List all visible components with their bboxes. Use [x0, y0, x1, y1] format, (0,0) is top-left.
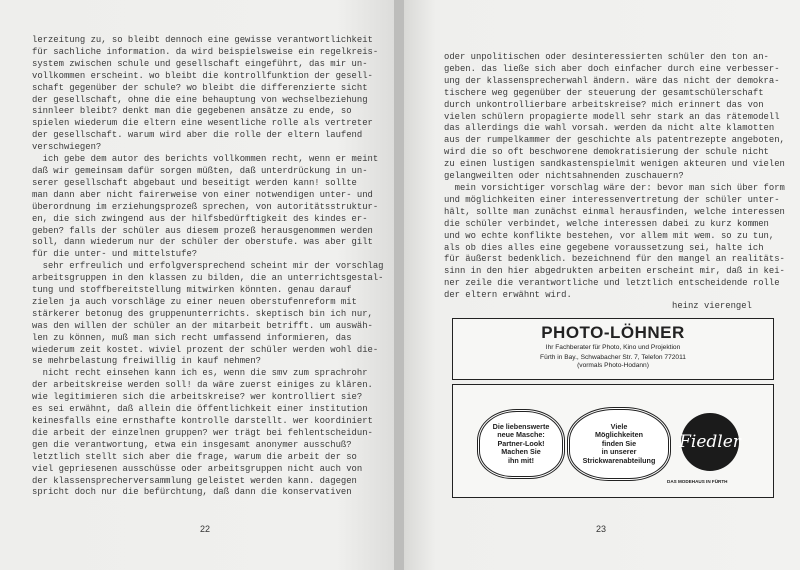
text-line: für die unter- und mittelstufe?	[32, 249, 198, 260]
page-number: 22	[200, 524, 211, 534]
text-line: es sei erwähnt, daß allein die öffentlichkeit einer institution	[32, 404, 368, 415]
text-line: was den willen der schüler an der mitarbeit betrifft. um auswäh-	[32, 320, 373, 331]
text-line: und wo echte konflikte bestehen, vor allem mit wem. so zu tun,	[444, 230, 775, 241]
text-line: vielen schülern propagierte modell sehr stark an das rätemodell	[444, 111, 780, 122]
text-line: se mehrbelastung freiwillig in kauf nehmen?	[32, 356, 262, 367]
text-line: als ob dies alles eine gegebene voraussetzung sei, halte ich	[444, 242, 764, 253]
text-line: ihn mit!	[508, 455, 534, 465]
text-line: in unserer	[601, 447, 637, 457]
text-line: mein vorsichtiger vorschlag wäre der: bevor man sich über form	[444, 182, 785, 193]
text-line: Möglichkeiten	[595, 430, 643, 440]
text-line: Machen Sie	[501, 447, 541, 457]
text-line: wird die so oft beschworene demokratisierung der schule nicht	[444, 147, 769, 158]
ad-title: PHOTO-LÖHNER	[541, 323, 685, 342]
text-line: der klassensprecherversammlung geleistet werden kann. dagegen	[32, 475, 357, 486]
text-line: arbeitsgruppen in den klassen zu bilden, die an unterrichtsgestal-	[32, 273, 384, 284]
text-line: en, die sich zwingend aus der hilfsbedürftigkeit des kindes er-	[32, 213, 368, 224]
text-line: lerzeitung zu, so bleibt dennoch eine gewisse verantwortlichkeit	[32, 35, 373, 45]
author-signature: heinz vierengel	[672, 301, 752, 311]
fiedler-ad	[452, 384, 774, 498]
text-line: überordnung im erziehungsprozeß sprechen, von autoritätsstruktur-	[32, 201, 379, 212]
text-line: hält, sollte man zunächst einmal herausfinden, welche interessen	[444, 206, 785, 217]
ad-note: (vormals Photo-Hodann)	[577, 362, 649, 369]
text-line: len zu können, muß man sich recht umfassend informieren, das	[32, 332, 352, 343]
text-line: das allerdings die wahl vorsah. werden da nicht alte klamotten	[444, 123, 775, 134]
right-page	[404, 0, 800, 570]
left-page-text	[32, 35, 384, 499]
text-line: oder unpolitischen oder desinteressierten schüler den ton an-	[444, 52, 769, 62]
text-line: man dann aber nicht fairerweise von einer notwendigen unter- und	[32, 189, 373, 200]
ad-subtitle: Ihr Fachberater für Photo, Kino und Projektion	[545, 344, 681, 351]
text-line: zielen ja auch vorschläge zu einer neuen oberstufenreform mit	[32, 296, 357, 307]
text-line: gen die verantwortung, etwa ein insgesamt anonymer ausschuß?	[32, 439, 352, 450]
text-line: soll, dann wiederum nur der schüler der oberstufe. was aber gilt	[32, 237, 373, 248]
text-line: für sachliche information. da wird beispielsweise ein regelkreis-	[32, 46, 379, 57]
text-line: letztlich stellt sich aber die frage, warum die arbeit der so	[32, 451, 357, 462]
ad-bubble-1	[477, 409, 565, 479]
text-line: sehr erfreulich und erfolgversprechend scheint mir der vorschlag	[32, 261, 384, 272]
text-line: schaft gegenüber der schule? wo bleibt die differenzierte sicht	[32, 82, 368, 93]
text-line: stärkerer betonug des gruppenunterrichts. skeptisch bin ich nur,	[32, 308, 373, 319]
text-line: verschwiegen?	[32, 142, 102, 153]
left-page	[0, 0, 396, 570]
text-line: zu einen lustigen sandkastenspielmit wenigen akteuren und vielen	[444, 159, 785, 170]
text-line: geben. das ließe sich aber doch einfacher durch eine verbesser-	[444, 63, 780, 74]
text-line: der gesellschaft. warum wird aber die rolle der eltern laufend	[32, 130, 363, 141]
ad-bubble-2	[567, 407, 671, 481]
text-line: tung und stoffbereitstellung mitwirken könnten. genau darauf	[32, 285, 352, 296]
text-line: daß wir gemeinsam dafür sorgen müßten, daß unterdrückung in un-	[32, 165, 368, 176]
text-line: und möglichkeiten einer interessenvertretung der schüler unter-	[444, 194, 780, 205]
right-page-text	[444, 52, 785, 302]
text-line: die schüler verbindet, welche interessen dabei zu kurz kommen	[444, 218, 769, 229]
text-line: system zwischen schule und gesellschaft eingeführt, das mir un-	[32, 58, 368, 69]
text-line: der arbeitskreise werden soll! da wäre zuerst einiges zu klären.	[32, 380, 373, 391]
text-line: der gesellschaft, ohne die eine behauptung von wechselbeziehung	[32, 94, 368, 105]
text-line: serer gesellschaft abgebaut und beseitigt werden kann! sollte	[32, 177, 357, 188]
text-line: Viele	[610, 421, 628, 431]
text-line: ner zeile die verantwortliche und letztlich entscheidende rolle	[444, 278, 780, 289]
text-line: nicht recht einsehen kann ich es, wenn die smv zum sprachrohr	[32, 368, 368, 379]
text-line: neue Masche:	[497, 430, 545, 440]
text-line: wiederum zeit kostet. wiviel prozent der schüler werden wohl die-	[32, 344, 379, 355]
text-line: ung der klassensprecherwahl ändern. wäre das nicht der demokra-	[444, 75, 780, 86]
text-line: sinn in den hier abgedrukten arbeiten erscheint mir, daß in kei-	[444, 266, 785, 277]
text-line: keinesfalls eine ernsthafte kontrolle darstellt. wer koordiniert	[32, 416, 373, 426]
text-line: viel gepriesenen ausschüsse oder arbeitsgruppen nicht auch von	[32, 463, 363, 474]
text-line: finden Sie	[601, 438, 637, 448]
text-line: Die liebenswerte	[492, 421, 550, 431]
text-line: tischere weg gegenüber der steuerung der gesamtschülerschaft	[444, 87, 764, 98]
photo-loehner-ad	[452, 318, 774, 380]
text-line: gelangweilten oder nichtsahnenden zuschauern?	[444, 171, 684, 182]
text-line: durch unkontrollierbare arbeitskreise? mich erinnert das von	[444, 99, 764, 110]
text-line: der eltern erwähnt wird.	[444, 290, 572, 301]
text-line: ich gebe dem autor des berichts vollkommen recht, wenn er meint	[32, 154, 379, 165]
text-line: aus der rumpelkammer der geschichte als patentrezepte angeboten,	[444, 135, 785, 146]
text-line: spielen wiederum die eltern eine wesentliche rolle als vertreter	[32, 118, 373, 129]
text-line: für äußerst bedenklich. bezeichnend für den mangel an realitäts-	[444, 254, 785, 265]
text-line: wie legitimieren sich die arbeitskreise? wer kontrolliert sie?	[32, 392, 363, 403]
text-line: sinnleer bleibt? denkt man die gegebenen ansätze zu ende, so	[32, 106, 352, 117]
text-line: spricht doch nur die befürchtung, daß dann die konservativen	[32, 487, 352, 498]
text-line: vollkommen erscheint. wo bleibt die kontrollfunktion der gesell-	[32, 70, 373, 81]
logo-text: Fiedler	[679, 432, 741, 452]
text-line: Strickwarenabteilung	[582, 455, 656, 465]
ad-tagline: DAS MODEHAUS IN FÜRTH	[667, 479, 728, 484]
fiedler-logo	[681, 413, 739, 471]
text-line: geben? falls der schüler aus diesem prozeß herausgenommen werden	[32, 225, 373, 236]
ad-address: Fürth in Bay., Schwabacher Str. 7, Telefon 772011	[540, 354, 686, 361]
page-number: 23	[596, 524, 607, 534]
text-line: die arbeit der einzelnen gruppen? wer trägt bei fehlentscheidun-	[32, 427, 373, 438]
text-line: Partner-Look!	[497, 438, 545, 448]
